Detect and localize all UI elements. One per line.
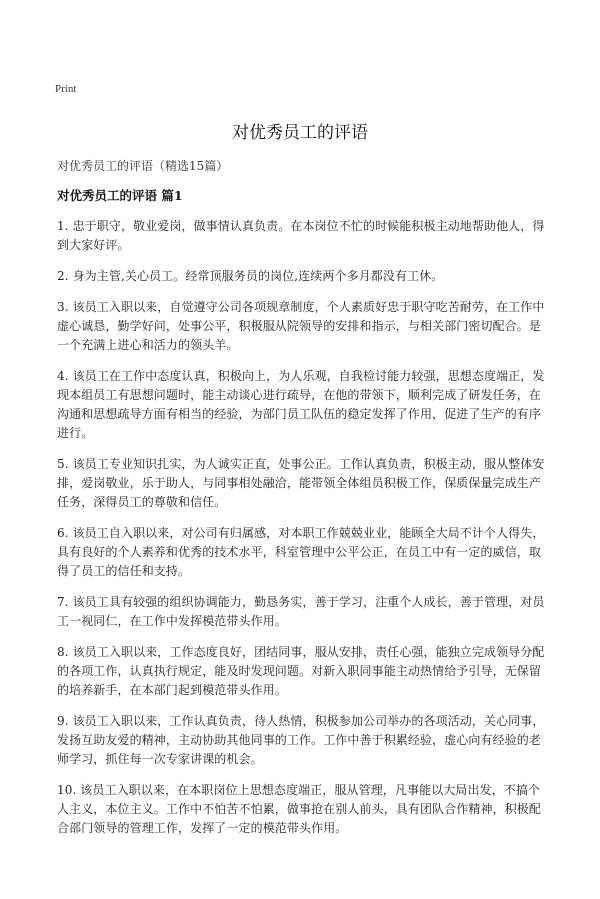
list-item: 8. 该员工入职以来，工作态度良好，团结同事，服从安排，责任心强，能独立完成领导分配的各项工作，认真执行规定，能及时发现问题。对新入职同事能主动热情给予引导，无保留的培养新手，在本部门起到模范带头作用。 — [57, 645, 545, 697]
page-title: 对优秀员工的评语 — [232, 123, 368, 143]
list-item: 3. 该员工入职以来，自觉遵守公司各项规章制度，个人素质好忠于职守吃苦耐劳，在工作中虚心诚恳，勤学好问，处事公平，积极服从院领导的安排和指示，与相关部门密切配合。是一个充满上进心和活力的领头羊。 — [57, 300, 545, 352]
list-item: 5. 该员工专业知识扎实，为人诚实正直，处事公正。工作认真负责，积极主动，服从整体安排，爱岗敬业，乐于助人，与同事相处融洽，能带领全体组员积极工作，保质保量完成生产任务，深得员工的尊敬和信任。 — [57, 457, 545, 509]
list-item: 10. 该员工入职以来，在本职岗位上思想态度端正，服从管理，凡事能以大局出发，不搞个人主义，本位主义。工作中不怕苦不怕累，做事抢在别人前头，具有团队合作精神，积极配合部门领导的管理工作，发挥了一定的模范带头作用。 — [57, 783, 542, 835]
list-item: 9. 该员工入职以来，工作认真负责，待人热情，积极参加公司举办的各项活动，关心同事，发扬互助友爱的精神，主动协助其他同事的工作。工作中善于积累经验，虚心向有经验的老师学习，抓住每一次专家讲课的机会。 — [57, 714, 545, 766]
list-item: 6. 该员工自入职以来，对公司有归属感，对本职工作兢兢业业，能顾全大局不计个人得失，具有良好的个人素养和优秀的技术水平，科室管理中公平公正，在员工中有一定的威信，取得了员工的信任和支持。 — [57, 526, 545, 578]
list-item: 1. 忠于职守，敬业爱岗，做事情认真负责。在本岗位不忙的时候能积极主动地帮助他人，得到大家好评。 — [57, 219, 545, 252]
subtitle: 对优秀员工的评语（精选15篇） — [57, 159, 229, 173]
list-item: 2. 身为主管,关心员工。经常顶服务员的岗位,连续两个多月都没有工休。 — [57, 269, 444, 283]
print-link[interactable]: Print — [55, 83, 77, 95]
list-item: 4. 该员工在工作中态度认真，积极向上，为人乐观，自我检讨能力较强，思想态度端正，发现本组员工有思想问题时，能主动谈心进行疏导，在他的带领下，顺利完成了研发任务，在沟通和思想疏导方面有相当的经验，为部门员工队伍的稳定发挥了作用，促进了生产的有序进行。 — [57, 369, 545, 440]
list-item: 7. 该员工具有较强的组织协调能力，勤恳务实，善于学习，注重个人成长，善于管理，对员工一视同仁，在工作中发挥模范带头作用。 — [57, 595, 545, 628]
section-heading: 对优秀员工的评语 篇1 — [57, 188, 183, 203]
comment-list — [57, 217, 550, 850]
